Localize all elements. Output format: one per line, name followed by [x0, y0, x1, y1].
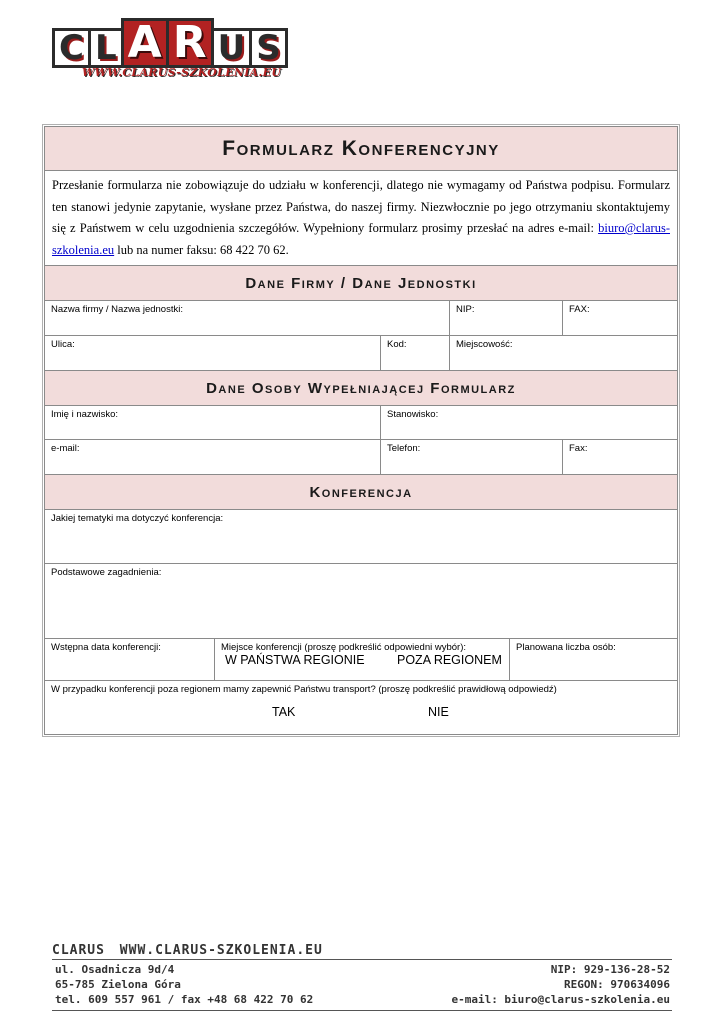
topic-row	[45, 510, 677, 564]
date-label: Wstępna data konferencji:	[51, 642, 161, 653]
transport-label: W przypadku konferencji poza regionem mamy zapewnić Państwu transport? (proszę podkreślić prawidłową odpowiedź)	[51, 684, 557, 695]
conference-form	[44, 126, 678, 735]
logo-letter-c: C	[52, 28, 91, 68]
nip-field[interactable]	[450, 301, 563, 335]
footer-contact-line: tel. 609 557 961 / fax +48 68 422 70 62	[55, 993, 314, 1006]
logo-letter-l: L	[88, 28, 124, 68]
date-field[interactable]	[45, 639, 215, 680]
postal-code-field[interactable]	[381, 336, 450, 370]
company-row-1	[45, 301, 677, 336]
clarus-logo	[52, 17, 302, 80]
transport-option-yes[interactable]: TAK	[272, 705, 296, 719]
footer-nip: NIP: 929-136-28-52	[550, 963, 670, 976]
company-fax-field[interactable]	[563, 301, 677, 335]
footer-email: e-mail: biuro@clarus-szkolenia.eu	[451, 993, 670, 1006]
email-field[interactable]	[45, 440, 381, 474]
company-row-2	[45, 336, 677, 371]
position-label: Stanowisko:	[387, 409, 439, 420]
section-conference-heading: Konferencja	[45, 475, 677, 510]
logo-letter-r: R	[166, 18, 214, 68]
phone-field[interactable]	[381, 440, 563, 474]
footer-url: WWW.CLARUS-SZKOLENIA.EU	[119, 943, 323, 958]
place-label: Miejsce konferencji (proszę podkreślić odpowiedni wybór):	[221, 642, 466, 653]
street-label: Ulica:	[51, 339, 75, 350]
transport-field	[45, 681, 677, 734]
intro-paragraph	[45, 171, 677, 266]
intro-email-link[interactable]: biuro@clarus-szkolenia.eu	[52, 221, 670, 257]
person-fax-label: Fax:	[569, 443, 588, 454]
city-field[interactable]	[450, 336, 677, 370]
postal-code-label: Kod:	[387, 339, 407, 350]
logo-letter-u: U	[211, 28, 253, 68]
place-option-region[interactable]: W PAŃSTWA REGIONIE	[225, 653, 365, 667]
place-option-outside[interactable]: POZA REGIONEM	[397, 653, 502, 667]
street-field[interactable]	[45, 336, 381, 370]
logo-letter-s: S	[249, 28, 288, 68]
city-label: Miejscowość:	[456, 339, 513, 350]
footer-address-line-1: ul. Osadnicza 9d/4	[55, 963, 175, 976]
issues-field[interactable]	[45, 564, 677, 638]
section-company-heading: Dane Firmy / Dane Jednostki	[45, 266, 677, 301]
footer-divider-bottom	[52, 1010, 672, 1011]
company-fax-label: FAX:	[569, 304, 590, 315]
people-count-field[interactable]	[510, 639, 677, 680]
company-name-field[interactable]	[45, 301, 450, 335]
phone-label: Telefon:	[387, 443, 421, 454]
full-name-label: Imię i nazwisko:	[51, 409, 119, 420]
full-name-field[interactable]	[45, 406, 381, 439]
form-title: Formularz Konferencyjny	[45, 127, 677, 171]
footer-company-ids	[451, 962, 670, 1007]
intro-text: Przesłanie formularza nie zobowiązuje do udziału w konferencji, dlatego nie wymagamy od Państwa podpisu. Formularz ten stanowi jedynie zapytanie, wysłane przez Państwa, do naszej firmy. Niezwłocznie po jego otrzymaniu skontaktujemy się z Państwem w celu uzgodnienia szczegółów. Wypełniony formularz prosimy przesłać na adres e-mail:	[52, 178, 670, 235]
position-field[interactable]	[381, 406, 677, 439]
footer-divider-top	[52, 959, 672, 960]
issues-row	[45, 564, 677, 639]
person-row-2	[45, 440, 677, 475]
footer-regon: REGON: 970634096	[564, 978, 670, 991]
details-row	[45, 639, 677, 681]
company-name-label: Nazwa firmy / Nazwa jednostki:	[51, 304, 183, 315]
logo-wordmark	[52, 17, 285, 68]
nip-label: NIP:	[456, 304, 475, 315]
topic-field[interactable]	[45, 510, 677, 563]
people-count-label: Planowana liczba osób:	[516, 642, 616, 653]
place-field	[215, 639, 510, 680]
footer-brand: CLARUS	[52, 943, 105, 958]
footer-address	[55, 962, 313, 1007]
topic-label: Jakiej tematyki ma dotyczyć konferencja:	[51, 513, 224, 524]
intro-tail: lub na numer faksu: 68 422 70 62.	[114, 242, 289, 257]
person-fax-field[interactable]	[563, 440, 677, 474]
footer-brand-line	[52, 943, 323, 958]
logo-url: WWW.CLARUS-SZKOLENIA.EU	[82, 66, 282, 79]
person-row-1	[45, 406, 677, 440]
transport-option-no[interactable]: NIE	[428, 705, 449, 719]
section-person-heading: Dane Osoby Wypełniającej Formularz	[45, 371, 677, 406]
footer-address-line-2: 65-785 Zielona Góra	[55, 978, 181, 991]
logo-letter-a: A	[121, 18, 169, 68]
email-label: e-mail:	[51, 443, 80, 454]
transport-row	[45, 681, 677, 734]
issues-label: Podstawowe zagadnienia:	[51, 567, 162, 578]
